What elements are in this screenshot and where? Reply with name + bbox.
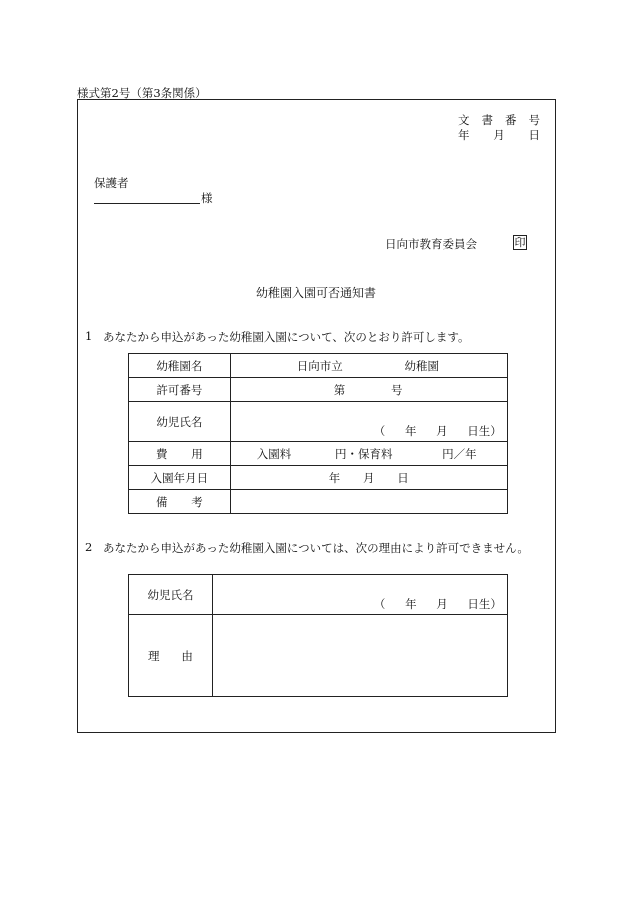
birth-date: （ 年 月 日生） [373,424,502,438]
entry-date-label: 入園年月日 [129,466,231,490]
guardian-label: 保護者 [94,176,129,190]
remarks-cell [230,490,507,514]
permit-prefix: 第 [333,382,346,397]
rejection-child-name-label: 幼児氏名 [129,575,213,615]
fee-childcare: 円・保育料 [334,446,393,461]
rejection-child-name-cell [212,575,507,615]
kindergarten-prefix: 日向市立 [296,358,343,373]
permit-number-label: 許可番号 [129,378,231,402]
kindergarten-name-cell [230,354,507,378]
kindergarten-suffix: 幼稚園 [404,358,439,373]
fee-entrance: 入園料 [256,446,292,461]
document-title: 幼稚園入園可否通知書 [256,286,377,300]
fee-label: 費 用 [129,442,231,466]
kindergarten-name-label: 幼稚園名 [129,354,231,378]
entry-date-cell: 年 月 日 [230,466,507,490]
form-label: 様式第2号（第3条関係） [77,86,207,100]
fee-year: 円／年 [442,446,477,461]
section1-number: 1 [85,329,93,343]
section1-text: あなたから申込があった幼稚園入園について、次のとおり許可します。 [103,330,470,344]
date-label: 年 月 日 [458,128,540,142]
section2-number: 2 [85,540,93,554]
rejection-table [128,574,508,697]
child-name-cell [230,402,507,442]
issuer-name: 日向市教育委員会 [385,237,477,251]
fee-cell [230,442,507,466]
reason-label: 理 由 [129,615,213,697]
approval-table [128,353,508,514]
permit-number-cell [230,378,507,402]
document-number-label: 文 書 番 号 [458,113,540,127]
rejection-birth-date: （ 年 月 日生） [373,597,502,611]
seal-mark: 印 [514,236,526,249]
section2-text: あなたから申込があった幼稚園入園については、次の理由により許可できません。 [103,541,529,555]
guardian-name-line [94,202,200,204]
permit-suffix: 号 [390,382,403,397]
remarks-label: 備 考 [129,490,231,514]
child-name-label: 幼児氏名 [129,402,231,442]
honorific: 様 [201,191,213,205]
reason-cell [212,615,507,697]
